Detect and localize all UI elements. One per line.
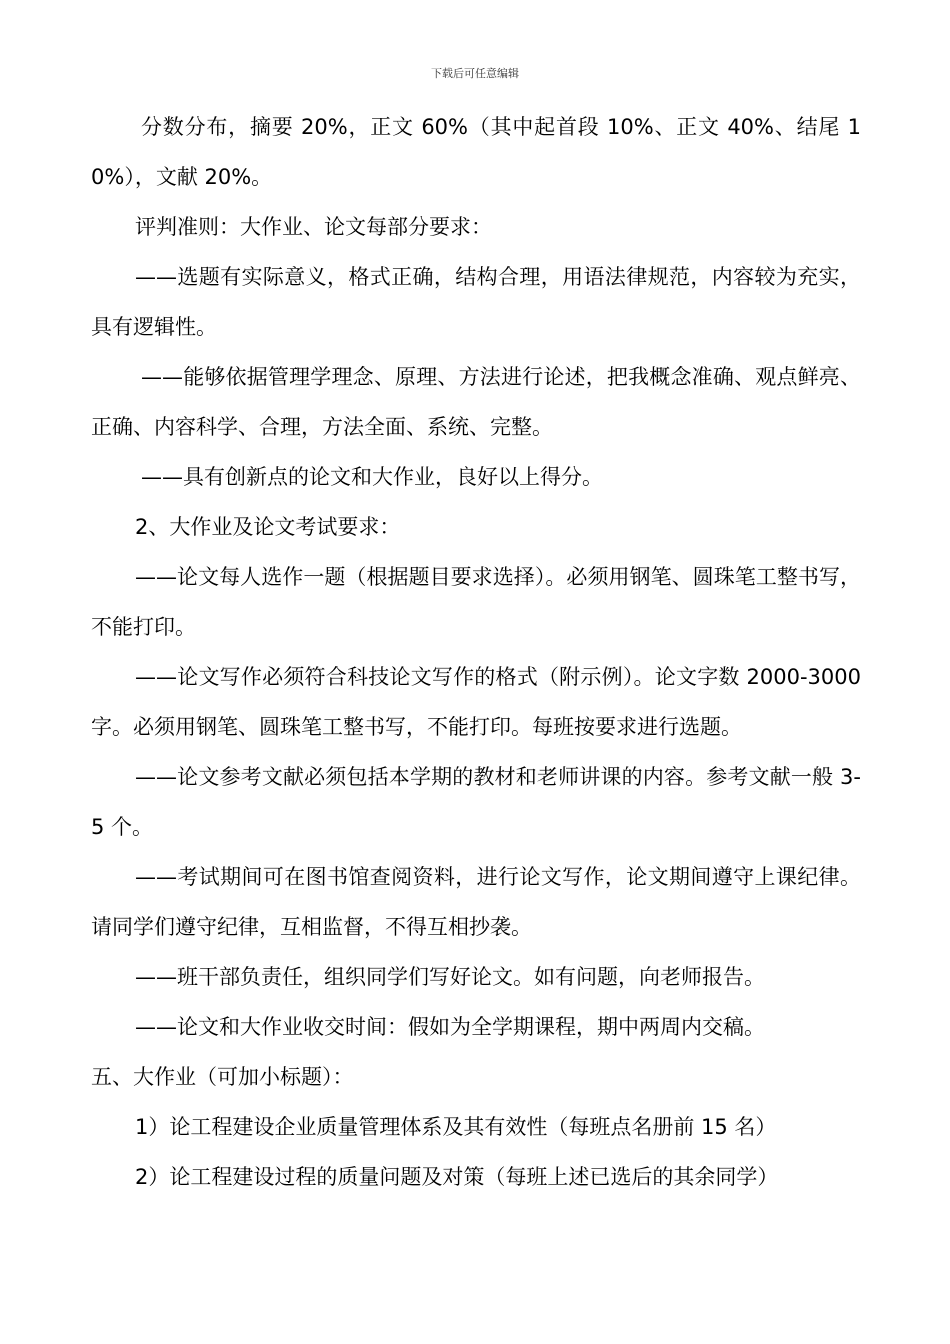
paragraph-requirement-references: ——论文参考文献必须包括本学期的教材和老师讲课的内容。参考文献一般 3-5 个。 <box>91 765 861 839</box>
paragraph-requirement-discipline: ——考试期间可在图书馆查阅资料，进行论文写作，论文期间遵守上课纪律。请同学们遵守纪律，互相监督，不得互相抄袭。 <box>91 865 861 939</box>
paragraph-criteria-heading: 评判准则：大作业、论文每部分要求： <box>135 215 492 239</box>
assignment-topic-1: 1）论工程建设企业质量管理体系及其有效性（每班点名册前 15 名） <box>135 1115 777 1139</box>
paragraph-criteria-innovation: ——具有创新点的论文和大作业，良好以上得分。 <box>141 465 603 489</box>
assignment-topic-2: 2）论工程建设过程的质量问题及对策（每班上述已选后的其余同学） <box>135 1165 779 1189</box>
paragraph-requirement-deadline: ——论文和大作业收交时间：假如为全学期课程，期中两周内交稿。 <box>135 1015 765 1039</box>
paragraph-requirement-topic-choice: ——论文每人选作一题（根据题目要求选择）。必须用钢笔、圆珠笔工整书写，不能打印。 <box>91 565 861 639</box>
paragraph-exam-requirements-heading: 2、大作业及论文考试要求： <box>135 515 401 539</box>
paragraph-requirement-class-leaders: ——班干部负责任，组织同学们写好论文。如有问题，向老师报告。 <box>135 965 765 989</box>
document-body <box>91 102 861 1202</box>
paragraph-requirement-format: ——论文写作必须符合科技论文写作的格式（附示例）。论文字数 2000-3000 字。必须用钢笔、圆珠笔工整书写，不能打印。每班按要求进行选题。 <box>91 665 861 739</box>
paragraph-criteria-topic: ——选题有实际意义，格式正确，结构合理，用语法律规范，内容较为充实，具有逻辑性。 <box>91 265 861 339</box>
paragraph-score-distribution: 分数分布，摘要 20%，正文 60%（其中起首段 10%、正文 40%、结尾 10%），文献 20%。 <box>91 115 861 189</box>
page-header-note: 下载后可任意编辑 <box>431 67 519 80</box>
section-heading-assignment: 五、大作业（可加小标题）： <box>91 1065 354 1089</box>
paragraph-criteria-theory: ——能够依据管理学理念、原理、方法进行论述，把我概念准确、观点鲜亮、正确、内容科学、合理，方法全面、系统、完整。 <box>91 365 861 439</box>
